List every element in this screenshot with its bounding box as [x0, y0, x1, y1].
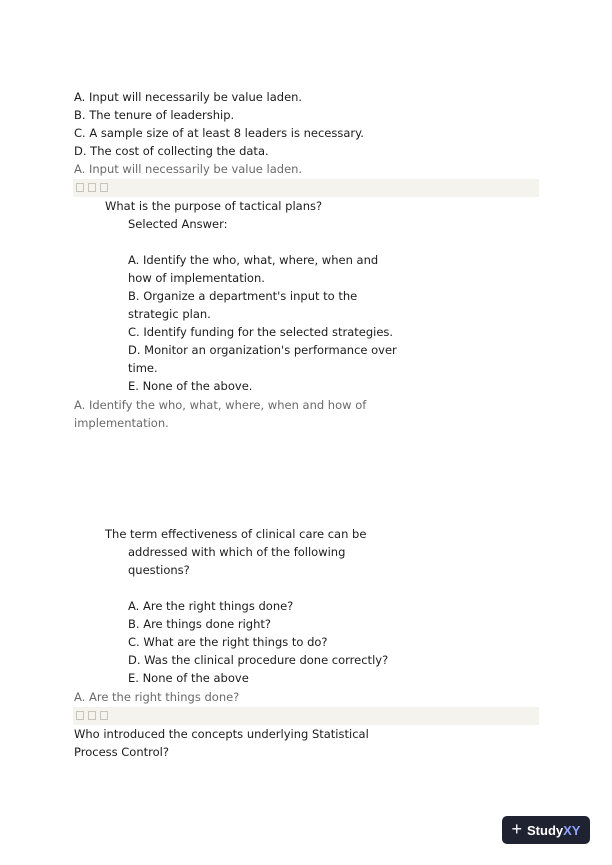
- option-a: A. Input will necessarily be value laden.: [74, 90, 303, 104]
- option-line: C. Identify funding for the selected strategies.: [128, 325, 394, 339]
- option-line: how of implementation.: [128, 271, 265, 285]
- option-line: A. Identify the who, what, where, when and: [128, 253, 379, 267]
- option-c: C. A sample size of at least 8 leaders is necessary.: [74, 126, 364, 140]
- question-text: Process Control?: [74, 745, 169, 759]
- selected-answer-label: Selected Answer:: [128, 217, 228, 231]
- logo-text: [527, 823, 580, 838]
- question-text: Who introduced the concepts underlying Statistical: [74, 727, 369, 741]
- correct-answer: implementation.: [74, 416, 169, 430]
- box-icon: [88, 183, 96, 192]
- correct-answer: A. Are the right things done?: [74, 690, 240, 704]
- separator-bar: [73, 707, 539, 725]
- option-line: D. Monitor an organization's performance over: [128, 343, 397, 357]
- studyxy-logo: [502, 816, 590, 844]
- option-c: C. What are the right things to do?: [128, 635, 328, 649]
- plus-icon: +: [511, 819, 523, 839]
- question-text: The term effectiveness of clinical care can be: [105, 527, 367, 541]
- correct-answer: A. Identify the who, what, where, when and how of: [74, 398, 367, 412]
- box-icon: [88, 711, 96, 720]
- logo-text-accent: XY: [563, 822, 581, 838]
- option-d: D. Was the clinical procedure done correctly?: [128, 653, 389, 667]
- separator-bar: [73, 179, 539, 197]
- box-icon: [100, 711, 108, 720]
- question-text: What is the purpose of tactical plans?: [105, 199, 323, 213]
- option-d: D. The cost of collecting the data.: [74, 144, 269, 158]
- option-line: strategic plan.: [128, 307, 211, 321]
- box-icon: [76, 711, 84, 720]
- option-e: E. None of the above: [128, 671, 249, 685]
- question-text: questions?: [128, 563, 190, 577]
- option-b: B. Are things done right?: [128, 617, 271, 631]
- logo-text-main: Study: [527, 822, 564, 838]
- option-line: E. None of the above.: [128, 379, 253, 393]
- option-b: B. The tenure of leadership.: [74, 108, 235, 122]
- box-icon: [100, 183, 108, 192]
- option-line: B. Organize a department's input to the: [128, 289, 358, 303]
- correct-answer: A. Input will necessarily be value laden.: [74, 162, 303, 176]
- question-text: addressed with which of the following: [128, 545, 346, 559]
- option-line: time.: [128, 361, 158, 375]
- option-a: A. Are the right things done?: [128, 599, 294, 613]
- box-icon: [76, 183, 84, 192]
